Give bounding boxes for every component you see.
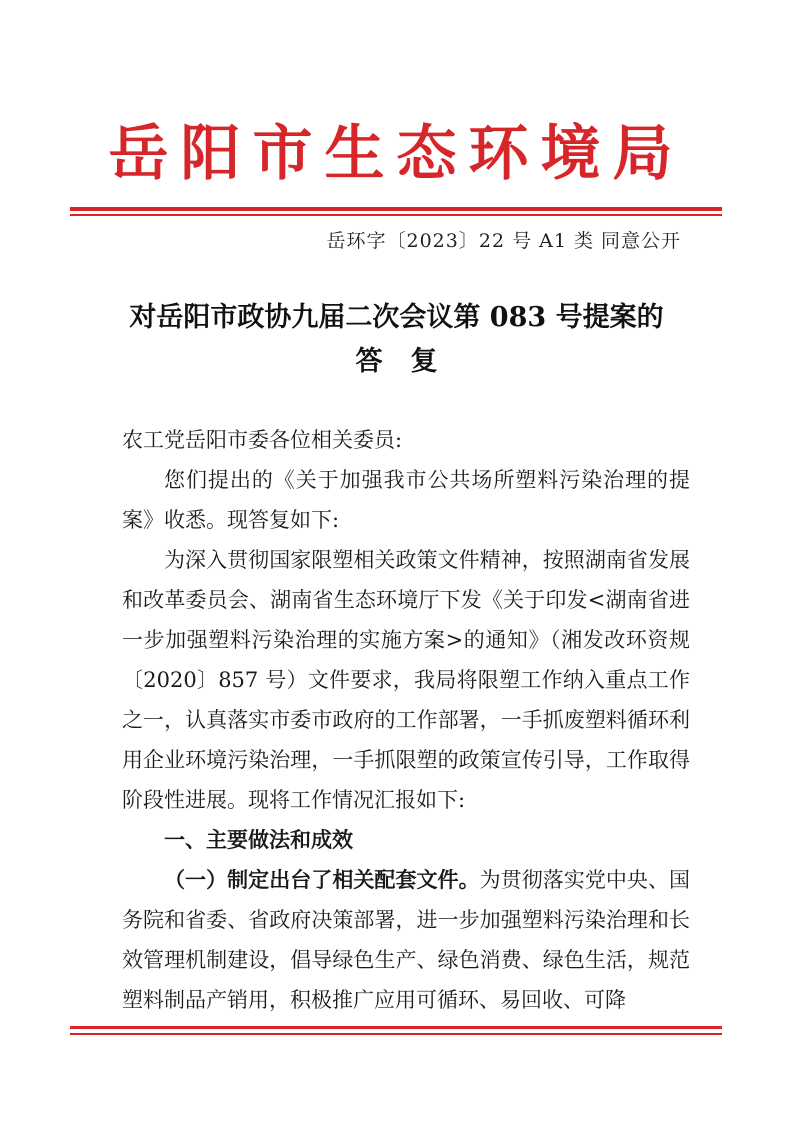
- paragraph-1: 您们提出的《关于加强我市公共场所塑料污染治理的提案》收悉。现答复如下:: [122, 468, 690, 532]
- letterhead-rule-thin: [70, 214, 722, 216]
- subsection-heading-1: （一）制定出台了相关配套文件。: [164, 867, 480, 892]
- subsection-1-text: 为贯彻落实党中央、国务院和省委、省政府决策部署，进一步加强塑料污染治理和长效管理机制建设，倡导绿色生产、绿色消费、绿色生活，规范塑料制品产销用，积极推广应用可循环、易回收、可降: [122, 868, 690, 1012]
- subsection-1-paragraph: [122, 860, 690, 1020]
- footer-rule-thin: [70, 1033, 722, 1035]
- document-title-line1: 对岳阳市政协九届二次会议第 083 号提案的: [129, 302, 664, 333]
- section-heading-1: 一、主要做法和成效: [164, 827, 353, 852]
- document-title-line2: 答复: [355, 346, 466, 377]
- salutation: 农工党岳阳市委各位相关委员:: [122, 428, 403, 452]
- document-title: [0, 296, 793, 384]
- letterhead-rule-thick: [70, 207, 722, 211]
- footer-rule-thick: [70, 1026, 722, 1029]
- document-body: [122, 420, 690, 1020]
- document-number: 岳环字〔2023〕22 号 A1 类 同意公开: [326, 230, 681, 252]
- paragraph-2: 为深入贯彻国家限塑相关政策文件精神，按照湖南省发展和改革委员会、湖南省生态环境厅下发《关于印发<湖南省进一步加强塑料污染治理的实施方案>的通知》（湘发改环资规〔2020〕857 号）文件要求，我局将限塑工作纳入重点工作之一，认真落实市委市政府的工作部署，一手抓废塑料循环利用企业环境污染治理，一手抓限塑的政策宣传引导，工作取得阶段性进展。现将工作情况汇报如下:: [122, 548, 690, 812]
- org-letterhead-title: 岳阳市生态环境局: [108, 119, 685, 189]
